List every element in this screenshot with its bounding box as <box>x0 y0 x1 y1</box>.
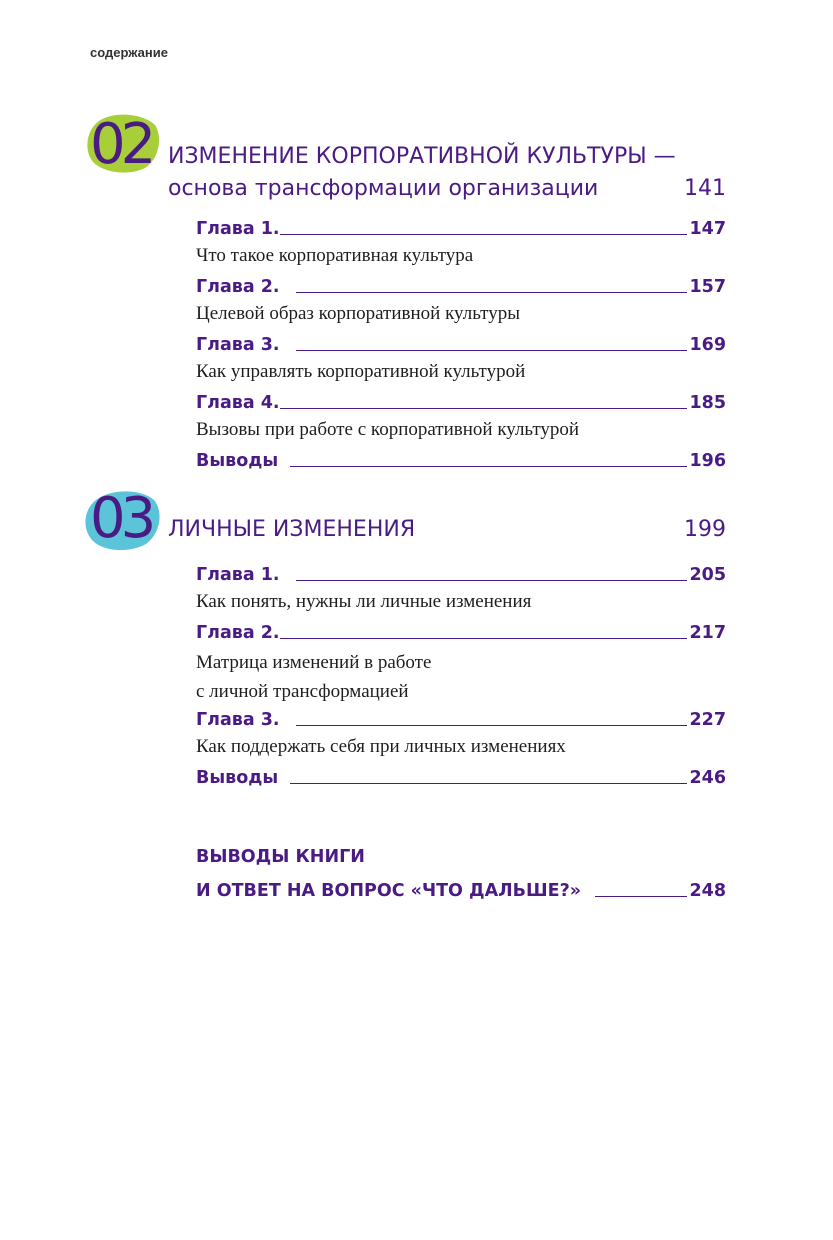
part-03-entries <box>196 556 726 788</box>
toc-entry[interactable] <box>196 759 726 788</box>
entry-subtitle: Вызовы при работе с корпоративной культурой <box>196 419 580 440</box>
entry-page: 227 <box>689 710 726 730</box>
entry-label: Глава 3. <box>196 710 280 730</box>
dot-leader <box>296 725 688 726</box>
entry-label: Глава 1. <box>196 219 280 239</box>
part-02-page: 141 <box>684 176 726 201</box>
entry-subtitle-line1: Матрица изменений в работе <box>196 652 432 673</box>
entry-subtitle <box>196 643 726 701</box>
entry-page: 246 <box>689 768 726 788</box>
closing-entry[interactable] <box>196 843 726 901</box>
toc-entry[interactable] <box>196 614 726 643</box>
entry-page: 157 <box>689 277 726 297</box>
dot-leader <box>290 466 687 467</box>
entry-label: Глава 2. <box>196 277 280 297</box>
entry-page: 217 <box>689 623 726 643</box>
entry-subtitle: Как поддержать себя при личных изменениях <box>196 736 566 757</box>
entry-page: 147 <box>689 219 726 239</box>
closing-page: 248 <box>689 881 726 901</box>
entry-subtitle-line2: с личной трансформацией <box>196 681 409 702</box>
closing-line2: И ОТВЕТ НА ВОПРОС «ЧТО ДАЛЬШЕ?» <box>196 881 582 901</box>
part-03-number: 03 <box>90 486 152 551</box>
dot-leader <box>296 292 688 293</box>
entry-page: 196 <box>689 451 726 471</box>
entry-label: Глава 2. <box>196 623 280 643</box>
entry-label: Выводы <box>196 451 279 471</box>
closing-line1: ВЫВОДЫ КНИГИ <box>196 847 365 867</box>
part-02-entries <box>196 210 726 471</box>
entry-subtitle: Что такое корпоративная культура <box>196 245 474 266</box>
entry-label: Глава 1. <box>196 565 280 585</box>
entry-page: 205 <box>689 565 726 585</box>
entry-label: Глава 4. <box>196 393 280 413</box>
entry-page: 185 <box>689 393 726 413</box>
toc-entry[interactable] <box>196 210 726 239</box>
entry-label: Глава 3. <box>196 335 280 355</box>
part-03-page: 199 <box>684 517 726 542</box>
dot-leader <box>280 234 688 235</box>
part-02-title-line2: основа трансформации организации <box>168 176 599 201</box>
toc-entry[interactable] <box>196 442 726 471</box>
toc-entry[interactable] <box>196 268 726 297</box>
closing-row <box>196 872 726 901</box>
entry-subtitle: Как понять, нужны ли личные изменения <box>196 591 532 612</box>
entry-subtitle: Как управлять корпоративной культурой <box>196 361 526 382</box>
toc-entry[interactable] <box>196 384 726 413</box>
entry-page: 169 <box>689 335 726 355</box>
entry-label: Выводы <box>196 768 279 788</box>
part-02-title-line1: ИЗМЕНЕНИЕ КОРПОРАТИВНОЙ КУЛЬТУРЫ — <box>168 144 676 169</box>
toc-entry[interactable] <box>196 326 726 355</box>
dot-leader <box>296 580 688 581</box>
dot-leader <box>280 638 688 639</box>
entry-subtitle: Целевой образ корпоративной культуры <box>196 303 520 324</box>
part-02-number: 02 <box>90 112 152 177</box>
part-03-title: ЛИЧНЫЕ ИЗМЕНЕНИЯ <box>168 517 416 542</box>
toc-entry[interactable] <box>196 556 726 585</box>
running-head: содержание <box>90 45 168 60</box>
dot-leader <box>280 408 688 409</box>
dot-leader <box>296 350 688 351</box>
dot-leader <box>290 783 687 784</box>
dot-leader <box>595 896 687 897</box>
